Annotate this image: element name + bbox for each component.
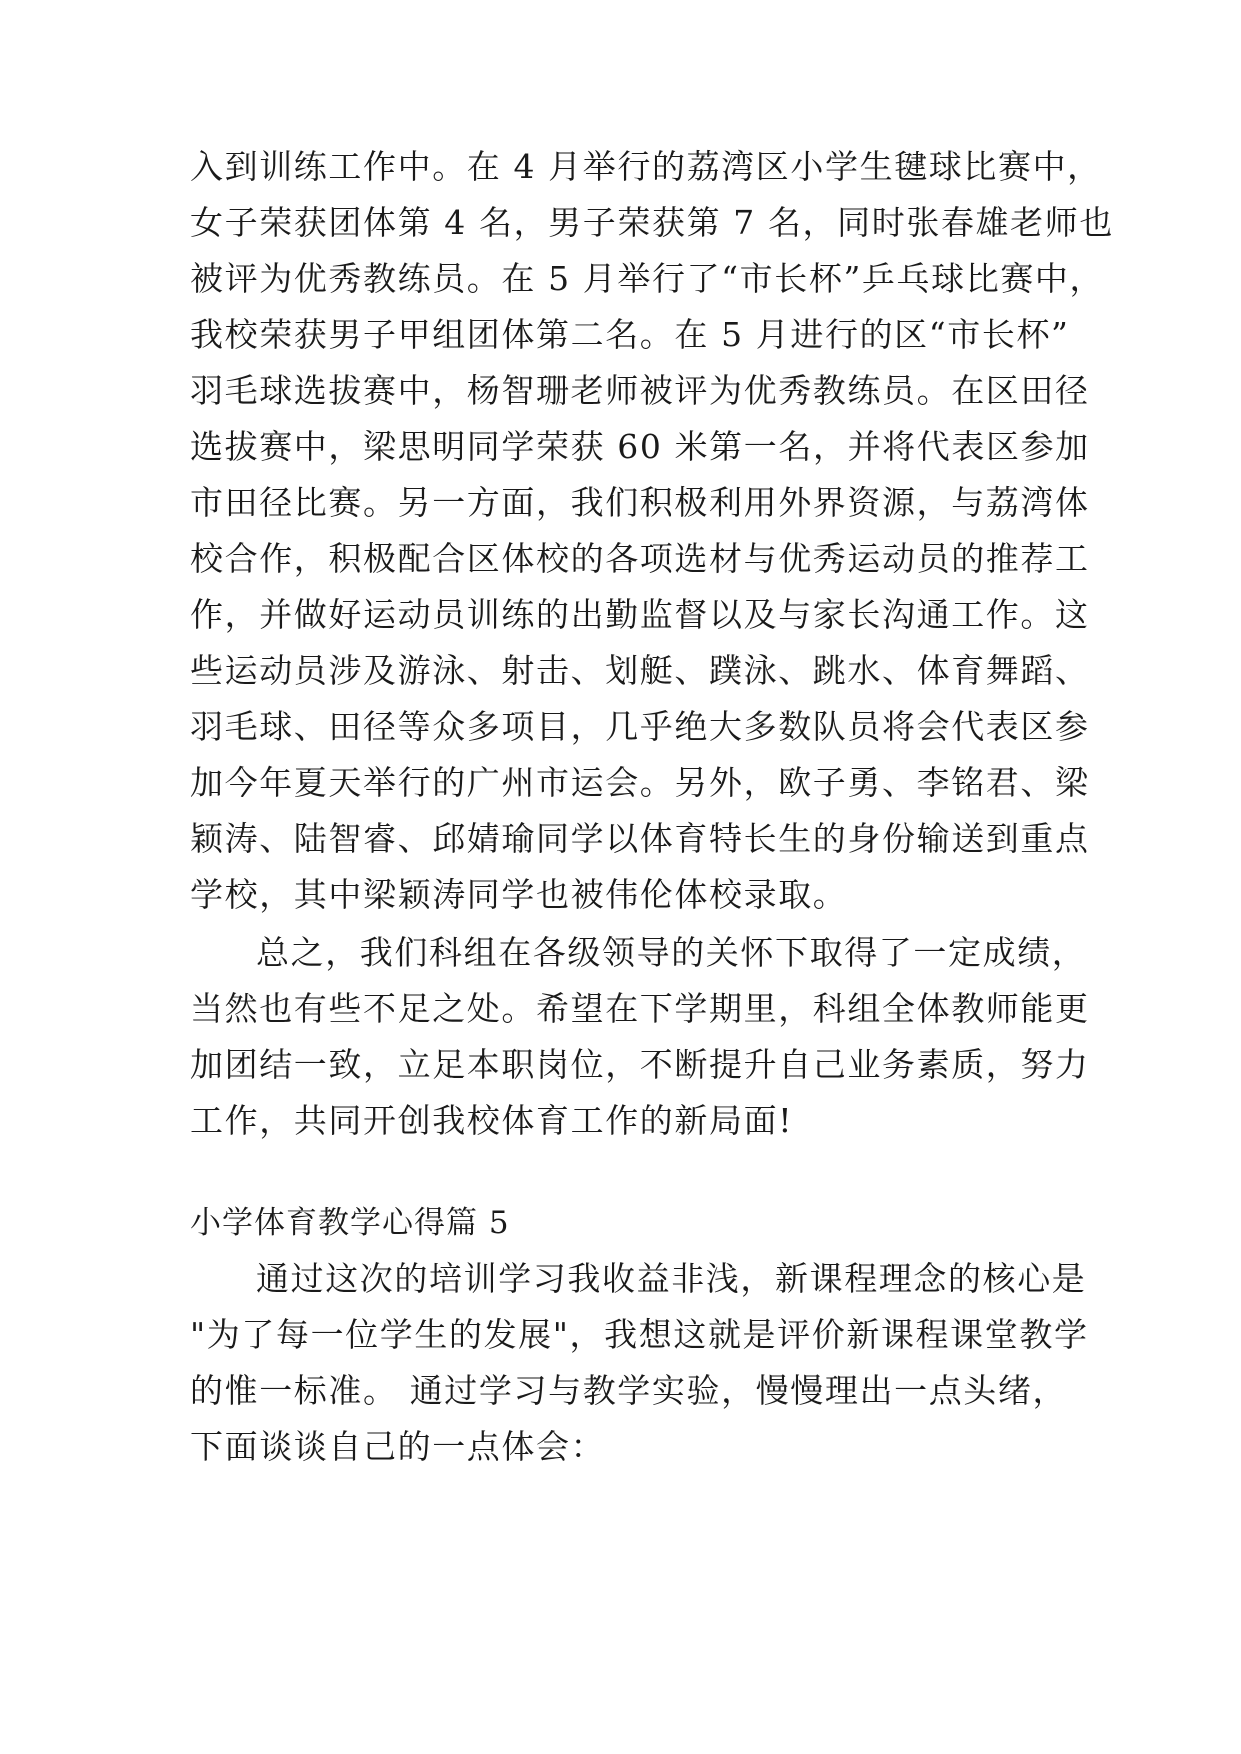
paragraph-line: 选拔赛中，梁思明同学荣获 60 米第一名，并将代表区参加 [190,427,1090,466]
section-heading: 小学体育教学心得篇 5 [190,1205,510,1241]
paragraph-line: 颖涛、陆智睿、邱婧瑜同学以体育特长生的身份输送到重点 [190,819,1090,858]
section5-line: "为了每一位学生的发展"，我想这就是评价新课程课堂教学 [190,1315,1089,1354]
summary-line: 当然也有些不足之处。希望在下学期里，科组全体教师能更 [190,989,1090,1028]
paragraph-line: 入到训练工作中。在 4 月举行的荔湾区小学生毽球比赛中， [190,147,1102,186]
paragraph-line: 校合作，积极配合区体校的各项选材与优秀运动员的推荐工 [190,539,1090,578]
paragraph-line: 羽毛球选拔赛中，杨智珊老师被评为优秀教练员。在区田径 [190,371,1090,410]
paragraph-line: 些运动员涉及游泳、射击、划艇、蹼泳、跳水、体育舞蹈、 [190,651,1090,690]
summary-line: 总之，我们科组在各级领导的关怀下取得了一定成绩， [256,933,1087,972]
summary-line: 工作，共同开创我校体育工作的新局面! [190,1101,794,1140]
section5-line: 通过这次的培训学习我收益非浅，新课程理念的核心是 [256,1259,1087,1298]
paragraph-line: 被评为优秀教练员。在 5 月举行了“市长杯”乒乓球比赛中， [190,259,1105,298]
paragraph-line: 加今年夏天举行的广州市运会。另外，欧子勇、李铭君、梁 [190,763,1090,802]
paragraph-line: 市田径比赛。另一方面，我们积极利用外界资源，与荔湾体 [190,483,1090,522]
section5-line: 的惟一标准。 通过学习与教学实验，慢慢理出一点头绪， [190,1371,1068,1410]
paragraph-line: 作，并做好运动员训练的出勤监督以及与家长沟通工作。这 [190,595,1090,634]
section5-line: 下面谈谈自己的一点体会： [190,1427,606,1466]
summary-line: 加团结一致，立足本职岗位，不断提升自己业务素质，努力 [190,1045,1090,1084]
paragraph-line: 学校，其中梁颖涛同学也被伟伦体校录取。 [190,875,848,914]
paragraph-line: 我校荣获男子甲组团体第二名。在 5 月进行的区“市长杯” [190,315,1070,354]
paragraph-line: 女子荣获团体第 4 名，男子荣获第 7 名，同时张春雄老师也 [190,203,1114,242]
paragraph-line: 羽毛球、田径等众多项目，几乎绝大多数队员将会代表区参 [190,707,1090,746]
